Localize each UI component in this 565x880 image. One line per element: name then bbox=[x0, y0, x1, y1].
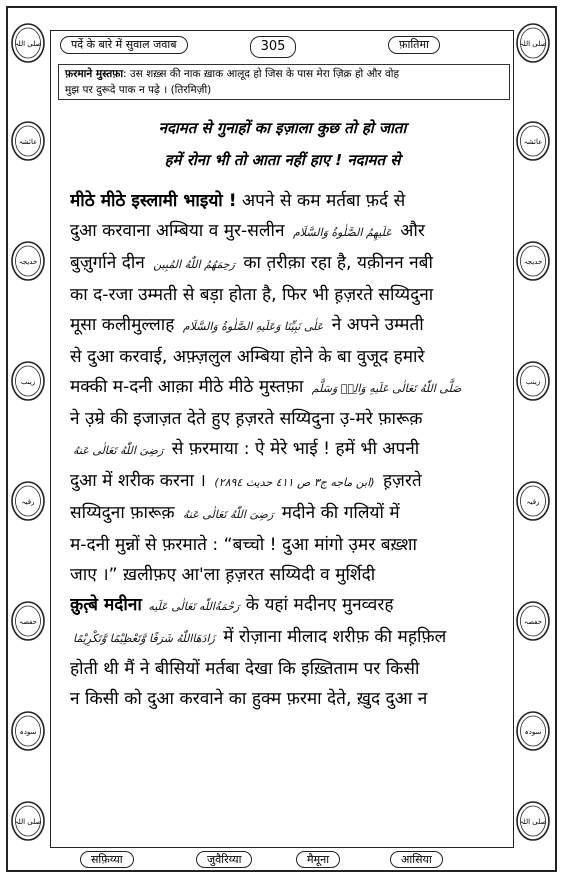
body-text-segment: ने अपने उम्मती bbox=[326, 315, 424, 335]
ornament-medal bbox=[515, 800, 551, 842]
body-text-segment: मूसा कलीमुल्लाह bbox=[70, 315, 180, 335]
hadith-banner bbox=[58, 64, 510, 100]
verse-line-1: नदामत से गुनाहों का इज़ाला कुछ तो हो जाता bbox=[158, 119, 407, 137]
body-text-segment: सय्यिदुना फ़ारूक़ bbox=[70, 503, 180, 523]
body-text-segment: और bbox=[394, 221, 425, 241]
header-right-label: फ़ातिमा bbox=[388, 36, 440, 54]
body-line bbox=[70, 654, 510, 684]
svg-text:صلی اللہ: صلی اللہ bbox=[519, 40, 547, 48]
body-line bbox=[70, 216, 510, 248]
ornament-medal bbox=[515, 600, 551, 642]
svg-text:رقیہ: رقیہ bbox=[526, 498, 540, 506]
arabic-invocation: زَادَهَااللّٰهُ شَرَفًا وَّتَعْظِیْمًا وَّتَکْرِیْمًا bbox=[73, 632, 215, 645]
body-text-segment: जाए ।” ख़लीफ़ए आ'ला ह़ज़रत सय्यिदी व मुर्शिदी bbox=[70, 565, 376, 585]
body-text-segment: अपने से कम मर्तबा फ़र्द से bbox=[236, 191, 406, 211]
header-book-title: पर्दे के बारे में सुवाल जवाब bbox=[60, 36, 188, 54]
body-line bbox=[70, 372, 510, 404]
body-line bbox=[70, 466, 510, 498]
ornament-medal bbox=[10, 22, 46, 64]
body-line bbox=[70, 622, 510, 654]
ornament-medal bbox=[515, 22, 551, 64]
ornament-medal bbox=[10, 800, 46, 842]
svg-text:صلی اللہ: صلی اللہ bbox=[14, 40, 42, 48]
body-text-segment: होती थी मैं ने बीसियों मर्तबा देखा कि इख़्तिताम पर किसी bbox=[70, 659, 420, 679]
ornament-medal bbox=[10, 240, 46, 282]
body-line bbox=[70, 684, 510, 714]
ornament-medal bbox=[10, 710, 46, 752]
svg-text:حفصہ: حفصہ bbox=[523, 618, 543, 626]
body-text-segment: दुआ करवाना अम्बिया व मुर-सलीन bbox=[70, 221, 290, 241]
body-text-segment: के यहां मदीनए मुनव्वरह bbox=[245, 595, 394, 615]
svg-text:صلی اللہ: صلی اللہ bbox=[14, 818, 42, 826]
body-text-segment: से दुआ करवाई, अफ़्ज़लुल अम्बिया होने के बा वुजूद हमारे bbox=[70, 347, 425, 367]
body-line bbox=[70, 342, 510, 372]
svg-text:رقیہ: رقیہ bbox=[21, 498, 35, 506]
body-line bbox=[70, 530, 510, 560]
body-text-segment: मीठे मीठे इस्लामी भाइयो ! bbox=[70, 191, 237, 211]
body-text-segment: का द-रजा उम्मती से बड़ा होता है, फिर भी ह़ज़रते सय्यिदुना bbox=[70, 285, 434, 305]
footer-pill-2: जुवैरिय्या bbox=[196, 848, 252, 868]
svg-text:سودہ: سودہ bbox=[524, 728, 542, 736]
body-text-segment: ह़ज़रते bbox=[377, 471, 422, 491]
body-line bbox=[70, 590, 510, 622]
svg-text:صلی اللہ: صلی اللہ bbox=[519, 818, 547, 826]
svg-text:عائشہ: عائشہ bbox=[18, 138, 38, 146]
arabic-invocation: رَضِیَ اللّٰهُ تَعَالٰی عَنهُ bbox=[182, 508, 274, 521]
verse-line-2: हमें रोना भी तो आता नहीं हाए ! नदामत से bbox=[164, 151, 401, 169]
page-number: 305 bbox=[250, 36, 296, 58]
banner-label: फ़रमाने मुस्तफ़ा bbox=[65, 68, 124, 80]
ornament-medal bbox=[10, 480, 46, 522]
body-text-segment: न किसी को दुआ करवाने का हुक्म फ़रमा देते, ख़ुद दुआ न bbox=[70, 689, 428, 709]
arabic-invocation: عَلٰی نَبِیِّنَا وَعَلَیهِ الصَّلٰوةُ وَالسَّلَام bbox=[182, 320, 324, 333]
body-line bbox=[70, 560, 510, 590]
body-text-segment: बुज़ुर्गाने दीन bbox=[70, 253, 151, 273]
svg-text:سودہ: سودہ bbox=[19, 728, 37, 736]
body-text-segment: ने उ़म्रे की इजाज़त देते हुए ह़ज़रते सय्यिदुना उ़-मरे फ़ारूक़ bbox=[70, 409, 423, 429]
svg-text:عائشہ: عائشہ bbox=[523, 138, 543, 146]
svg-text:زینب: زینب bbox=[525, 378, 541, 386]
banner-text: : उस शख़्स की नाक ख़ाक आलूद हो जिस के पास मेरा ज़िक्र हो और वोह bbox=[123, 68, 400, 80]
ornament-medal bbox=[515, 240, 551, 282]
svg-text:خدیجہ: خدیجہ bbox=[18, 258, 38, 266]
body-text-segment: मदीने की गलियों में bbox=[276, 503, 400, 523]
body-text-segment: दुआ में शरीक करना । bbox=[70, 471, 212, 491]
body-text-segment: मक्की म-दनी आक़ा मीठे मीठे मुस्तफ़ा bbox=[70, 377, 309, 397]
svg-text:حفصہ: حفصہ bbox=[18, 618, 38, 626]
ornament-medal bbox=[10, 360, 46, 402]
ornament-medal bbox=[515, 710, 551, 752]
body-text-segment: म-दनी मुन्नों से फ़रमाते : “बच्चो ! दुआ मांगो उ़मर बख़्शा bbox=[70, 535, 417, 555]
body-line bbox=[70, 280, 510, 310]
arabic-invocation: صَلَّی اللّٰهُ تَعَالٰی عَلَیهِ وَالِهٖ وَسَلَّم bbox=[311, 382, 462, 395]
arabic-invocation: رَضِیَ اللّٰهُ تَعَالٰی عَنهُ bbox=[73, 444, 164, 457]
body-paragraph bbox=[70, 186, 510, 714]
arabic-invocation: عَلَيهِمُ الصَّلٰوةُ وَالسَّلَام bbox=[292, 226, 392, 239]
ornament-medal bbox=[515, 480, 551, 522]
arabic-invocation: رَحِمَهُمُ اللّٰهُ المُبِين bbox=[153, 258, 235, 271]
body-line bbox=[70, 498, 510, 530]
body-text-segment: में रोज़ाना मीलाद शरीफ़ की मह़फ़िल bbox=[217, 627, 447, 647]
body-text-segment: क़ुत़्बे मदीना bbox=[70, 595, 142, 615]
svg-text:خدیجہ: خدیجہ bbox=[523, 258, 543, 266]
footer-pill-1: सफ़िय्या bbox=[80, 848, 134, 868]
body-text-segment: का त़रीक़ा रहा है, यक़ीनन नबी bbox=[237, 253, 433, 273]
footer-pill-4: आसिया bbox=[390, 848, 443, 868]
ornament-medal bbox=[10, 600, 46, 642]
body-line bbox=[70, 310, 510, 342]
body-line bbox=[70, 434, 510, 466]
body-text-segment: से फ़रमाया : ऐ मेरे भाई ! हमें भी अपनी bbox=[166, 439, 420, 459]
body-line bbox=[70, 404, 510, 434]
banner-text-2: मुझ पर दुरूदे पाक न पढ़े । (तिरमिज़ी) bbox=[65, 84, 212, 96]
svg-text:زینب: زینب bbox=[20, 378, 36, 386]
ornament-medal bbox=[515, 360, 551, 402]
footer-pill-3: मैमूना bbox=[296, 848, 340, 868]
body-line bbox=[70, 186, 510, 216]
body-line bbox=[70, 248, 510, 280]
arabic-invocation: رَحْمَةُاللّٰه تَعَالٰی عَلَیه bbox=[144, 600, 243, 613]
arabic-invocation: (ابن ماجه ج٣ ص ٤١١ حديث ٢٨٩٤) bbox=[214, 476, 375, 489]
